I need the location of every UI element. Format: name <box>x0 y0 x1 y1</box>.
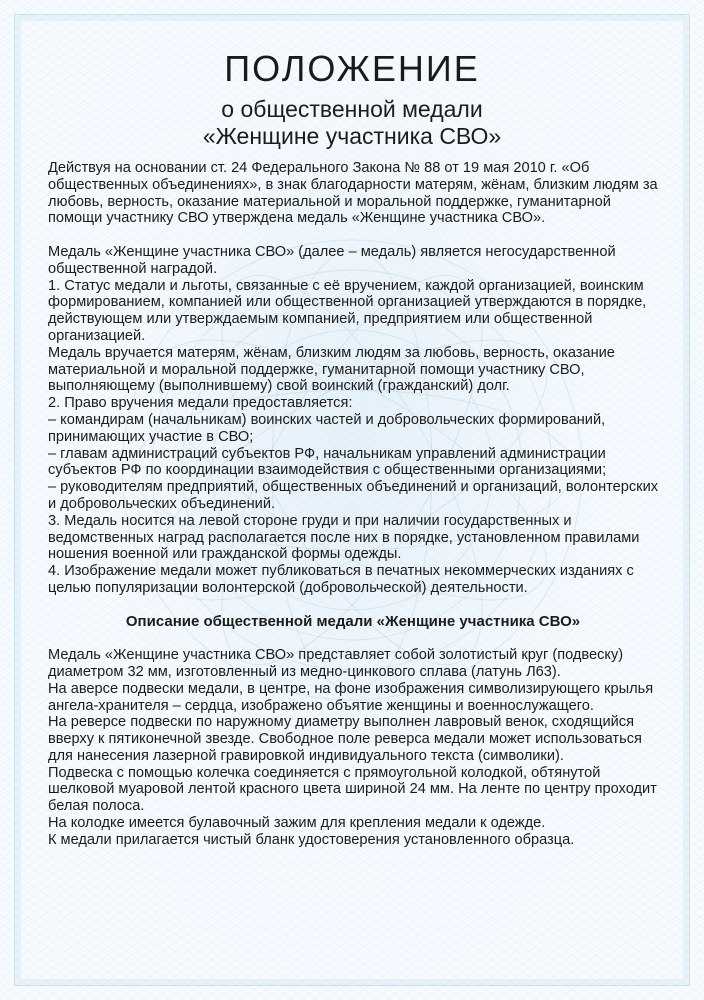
subtitle-line-1: о общественной медали <box>221 96 483 122</box>
paragraph: Медаль «Женщине участника СВО» (далее – медаль) является негосударственной общественной наградой. <box>48 243 616 277</box>
document-title: ПОЛОЖЕНИЕ <box>224 48 480 89</box>
spacer <box>48 597 658 614</box>
paragraph: 2. Право вручения медали предоставляется: <box>48 395 353 412</box>
document-subtitle <box>0 96 704 150</box>
paragraph: На аверсе подвески медали, в центре, на фоне изображения символизирующего крылья ангела-хранителя – сердца, изображено объятие женщины и военнослужащего. <box>48 680 654 714</box>
paragraph: На реверсе подвески по наружному диаметру выполнен лавровый венок, сходящийся вверху к пятиконечной звезде. Свободное поле реверса медали может использоваться для нанесения лазерной гравировкой индивидуального текста (символики). <box>48 714 642 764</box>
document-body <box>48 160 658 849</box>
spacer <box>48 630 658 647</box>
paragraph: 4. Изображение медали может публиковаться в печатных некоммерческих изданиях с целью популяризации волонтерской (добровольческой) деятельности. <box>48 563 634 596</box>
paragraph: 1. Статус медали и льготы, связанные с её вручением, каждой организацией, воинским формированием, компанией или общественной организацией утверждаются в порядке, действующем или утверждаемым компанией, предприятием или общественной организацией. <box>48 277 647 344</box>
description-heading: Описание общественной медали «Женщине участника СВО» <box>125 612 581 630</box>
list-item: – командирам (начальникам) воинских частей и добровольческих формирований, принимающих участие в СВО; <box>48 411 606 445</box>
paragraph: На колодке имеется булавочный зажим для крепления медали к одежде. <box>48 815 546 832</box>
intro-paragraph: Действуя на основании ст. 24 Федерального Закона № 88 от 19 мая 2010 г. «Об общественных объединениях», в знак благодарности матерям, жёнам, близким людям за любовь, верность, оказание материальной и моральной поддержке, гуманитарной помощи участнику СВО утверждена медаль «Женщине участника СВО». <box>48 160 658 227</box>
spacer <box>48 227 658 244</box>
list-item: – руководителям предприятий, общественных объединений и организаций, волонтерских и добровольческих объединений. <box>48 479 659 512</box>
paragraph: Подвеска с помощью колечка соединяется с прямоугольной колодкой, обтянутой шелковой муаровой лентой красного цвета шириной 24 мм. На ленте по центру проходит белая полоса. <box>48 764 657 815</box>
subtitle-line-2: «Женщине участника СВО» <box>202 123 502 149</box>
list-item: – главам администраций субъектов РФ, начальникам управлений администрации субъектов РФ по координации взаимодействия с общественными организациями; <box>48 445 607 479</box>
paragraph: К медали прилагается чистый бланк удостоверения установленного образца. <box>48 831 575 848</box>
paragraph: Медаль «Женщине участника СВО» представляет собой золотистый круг (подвеску) диаметром 32 мм, изготовленный из медно-цинкового сплава (латунь Л63). <box>48 647 624 680</box>
paragraph: Медаль вручается матерям, жёнам, близким людям за любовь, верность, оказание материальной и моральной поддержке, гуманитарной помощи участнику СВО, выполняющему (выполнившему) свой воинский (гражданский) долг. <box>48 344 615 395</box>
paragraph: 3. Медаль носится на левой стороне груди и при наличии государственных и ведомственных наград располагается после них в порядке, установленном правилами ношения военной или гражданской формы одежды. <box>48 512 640 563</box>
